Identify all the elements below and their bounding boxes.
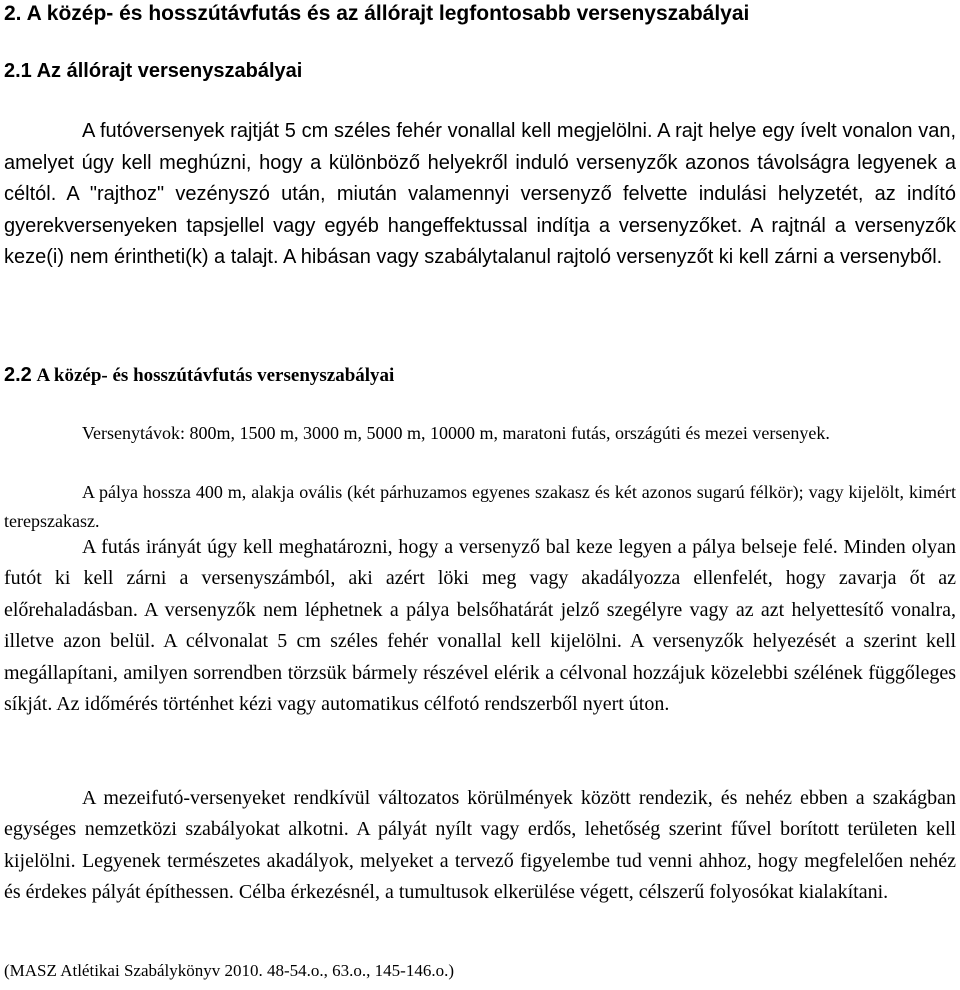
paragraph-running-direction: A futás irányát úgy kell meghatározni, hogy a versenyző bal keze legyen a pálya belseje felé. Minden olyan futót ki kell zárni a versenyszámból, aki azért löki meg vagy akadályozza ellenfelét, hogy zavarja őt az előrehaladásban. A versenyzők nem léphetnek a pálya belsőhatárát jelző szegélyre vagy az azt helyettesítő vonalra, illetve azon belül. A célvonalat 5 cm széles fehér vonallal kell kijelölni. A versenyzők helyezését a szerint kell megállapítani, amilyen sorrendben törzsük bármely részével elérik a célvonal hozzájuk közelebbi szélének függőleges síkját. Az időmérés történhet kézi vagy automatikus célfotó rendszerből nyert úton. bbox=[4, 536, 956, 716]
reference-citation: (MASZ Atlétikai Szabálykönyv 2010. 48-54.o., 63.o., 145-146.o.) bbox=[4, 961, 454, 980]
main-heading: 2. A közép- és hosszútávfutás és az állórajt legfontosabb versenyszabályai bbox=[4, 2, 750, 25]
section-title: A közép- és hosszútávfutás versenyszabályai bbox=[36, 365, 395, 386]
paragraph-distances: Versenytávok: 800m, 1500 m, 3000 m, 5000 m, 10000 m, maratoni futás, országúti és mezei versenyek. bbox=[82, 423, 830, 443]
paragraph-cross-country: A mezeifutó-versenyeket rendkívül változatos körülmények között rendezik, és nehéz ebben a szakágban egységes nemzetközi szabályokat alkotni. A pályát nyílt vagy erdős, lehetőség szerint fűvel borított területen kell kijelölni. Legyenek természetes akadályok, melyeket a tervező figyelembe tud venni ahhoz, hogy megfelelően nehéz és érdekes pályát építhessen. Célba érkezésnél, a tumultusok elkerülése végett, célszerű folyosókat kialakítani. bbox=[4, 787, 956, 904]
section-number: 2.2 bbox=[4, 364, 32, 386]
paragraph-track: A pálya hossza 400 m, alakja ovális (két párhuzamos egyenes szakasz és két azonos sugarú félkör); vagy kijelölt, kimért terepszakasz. bbox=[4, 482, 956, 531]
paragraph-start-rules: A futóversenyek rajtját 5 cm széles fehér vonallal kell megjelölni. A rajt helye egy ívelt vonalon van, amelyet úgy kell meghúzni, hogy a különböző helyekről induló versenyzők azonos távolságra legyenek a céltól. A "rajthoz" vezényszó után, miután valamennyi versenyző felvette indulási helyzetét, az indító gyerekversenyeken tapsjellel vagy egyéb hangeffektussal indítja a versenyzőket. A rajtnál a versenyzők keze(i) nem érintheti(k) a talajt. A hibásan vagy szabálytalanul rajtoló versenyzőt ki kell zárni a versenyből. bbox=[4, 120, 956, 268]
section-heading-running-rules bbox=[4, 364, 394, 387]
section-heading-start-rules: 2.1 Az állórajt versenyszabályai bbox=[4, 60, 303, 82]
